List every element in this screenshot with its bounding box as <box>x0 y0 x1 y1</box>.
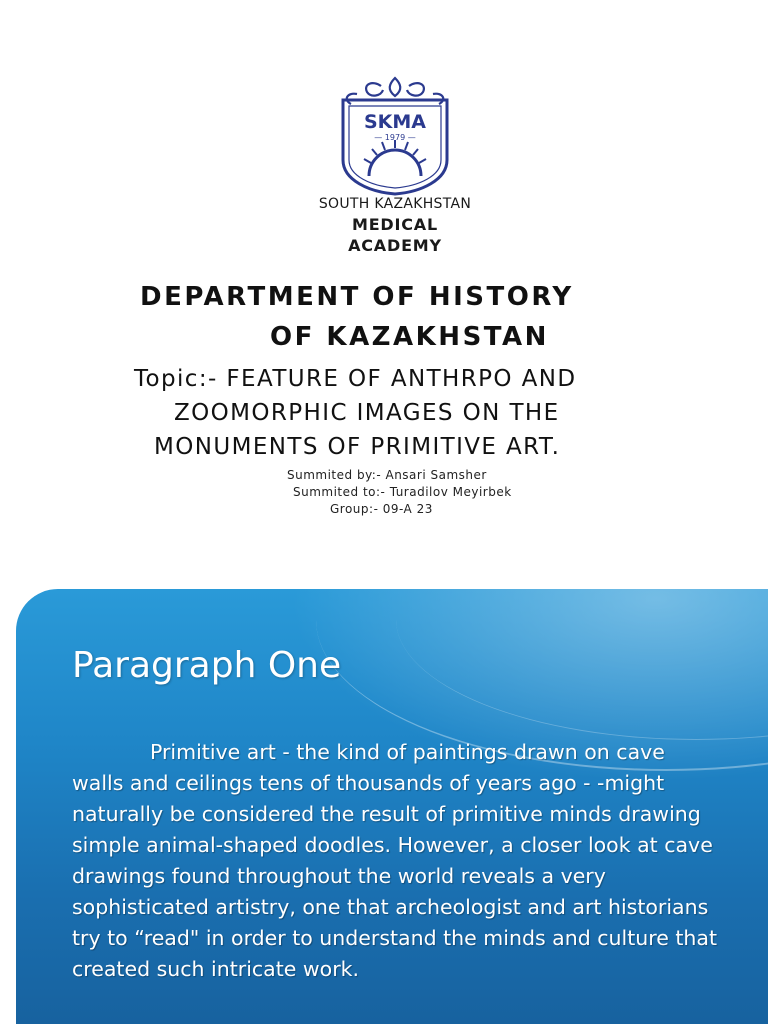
group-label: Group:- 09-A 23 <box>330 502 433 516</box>
academy-name-line3: ACADEMY <box>348 236 442 255</box>
department-title-line1: DEPARTMENT OF HISTORY <box>140 282 574 312</box>
slide-title: Paragraph One <box>72 645 342 686</box>
department-title-line2: OF KAZAKHSTAN <box>270 322 549 352</box>
skma-logo <box>337 76 453 196</box>
topic-line3: MONUMENTS OF PRIMITIVE ART. <box>154 434 561 460</box>
academy-name-line2: MEDICAL <box>351 215 438 234</box>
topic-line1: Topic:- FEATURE OF ANTHRPO AND <box>134 366 577 392</box>
logo-year: — 1979 — <box>374 133 416 142</box>
submitted-by: Summited by:- Ansari Samsher <box>287 468 487 482</box>
topic-line2: ZOOMORPHIC IMAGES ON THE <box>174 400 560 426</box>
logo-name: SKMA <box>363 111 427 133</box>
slide-panel <box>16 589 768 1024</box>
slide-body-paragraph: Primitive art - the kind of paintings drawn on cave walls and ceilings tens of thousands of years ago - -might naturally be considered the result of primitive minds drawing simple animal-shaped doodles. However, a closer look at cave drawings found throughout the world reveals a very sophisticated artistry, one that archeologist and art historians try to “read" in order to understand the minds and culture that created such intricate work. <box>72 740 717 981</box>
academy-name-line1: SOUTH KAZAKHSTAN <box>318 196 472 212</box>
submitted-to: Summited to:- Turadilov Meyirbek <box>293 485 512 499</box>
